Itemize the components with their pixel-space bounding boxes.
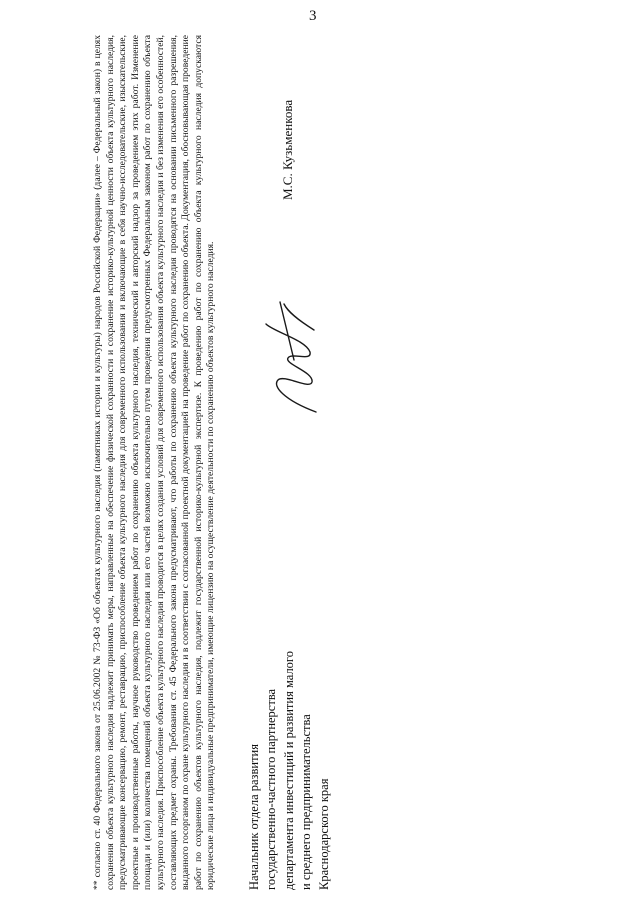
position-line: департамента инвестиций и развития малого bbox=[281, 651, 296, 890]
handwritten-signature bbox=[254, 280, 334, 420]
rotated-content bbox=[92, 20, 341, 890]
position-line: государственно-частного партнерства bbox=[264, 688, 279, 890]
position-line: Начальник отдела развития bbox=[246, 744, 261, 890]
signature-block bbox=[246, 20, 341, 890]
signatory-position bbox=[246, 651, 333, 890]
position-line: и среднего предпринимательства bbox=[299, 714, 314, 890]
page-number: 3 bbox=[309, 8, 317, 24]
position-line: Краснодарского края bbox=[316, 778, 331, 890]
signer-name: М.С. Кузьменкова bbox=[279, 99, 295, 200]
footnote-paragraph: ** согласно ст. 40 Федерального закона от 25.06.2002 № 73-ФЗ «Об объектах культурного наследия (памятниках истории и культуры) народов Российской Федерации» (далее – Федеральный закон) в целях сохранения объекта культурного наследия надлежит принимать меры, направленные на обеспечение физической сохранности и сохранение историко-культурной ценности объекта культурного наследия, предусматривающие консервацию, ремонт, реставрацию, приспособление объекта культурного наследия для современного использования и включающие в себя научно-исследовательские, изыскательские, проектные и производственные работы, научное руководство проведением работ по сохранению объекта культурного наследия, технический и авторский надзор за проведением этих работ. Изменение площади и (или) количества помещений объекта культурного наследия или его частей возможно исключительно путем проведения предусмотренных Федеральным законом работ по сохранению объекта культурного наследия. Приспособление объекта культурного наследия проводится в целях создания условий для современного использования объекта культурного наследия и без изменения его особенностей, составляющих предмет охраны. Требования ст. 45 Федерального закона предусматривают, что работы по сохранению объекта культурного наследия проводятся на основании письменного разрешения, выданного госорганом по охране культурного наследия и в соответствии с согласованной проектной документацией на проведение работ по сохранению объекта. Документация, обосновывающая проведение работ по сохранению объектов культурного наследия, подлежит государственной историко-культурной экспертизе. К проведению работ по сохранению объекта культурного наследия допускаются юридические лица и индивидуальные предприниматели, имеющие лицензию на осуществление деятельности по сохранению объектов культурного наследия. bbox=[92, 35, 217, 890]
